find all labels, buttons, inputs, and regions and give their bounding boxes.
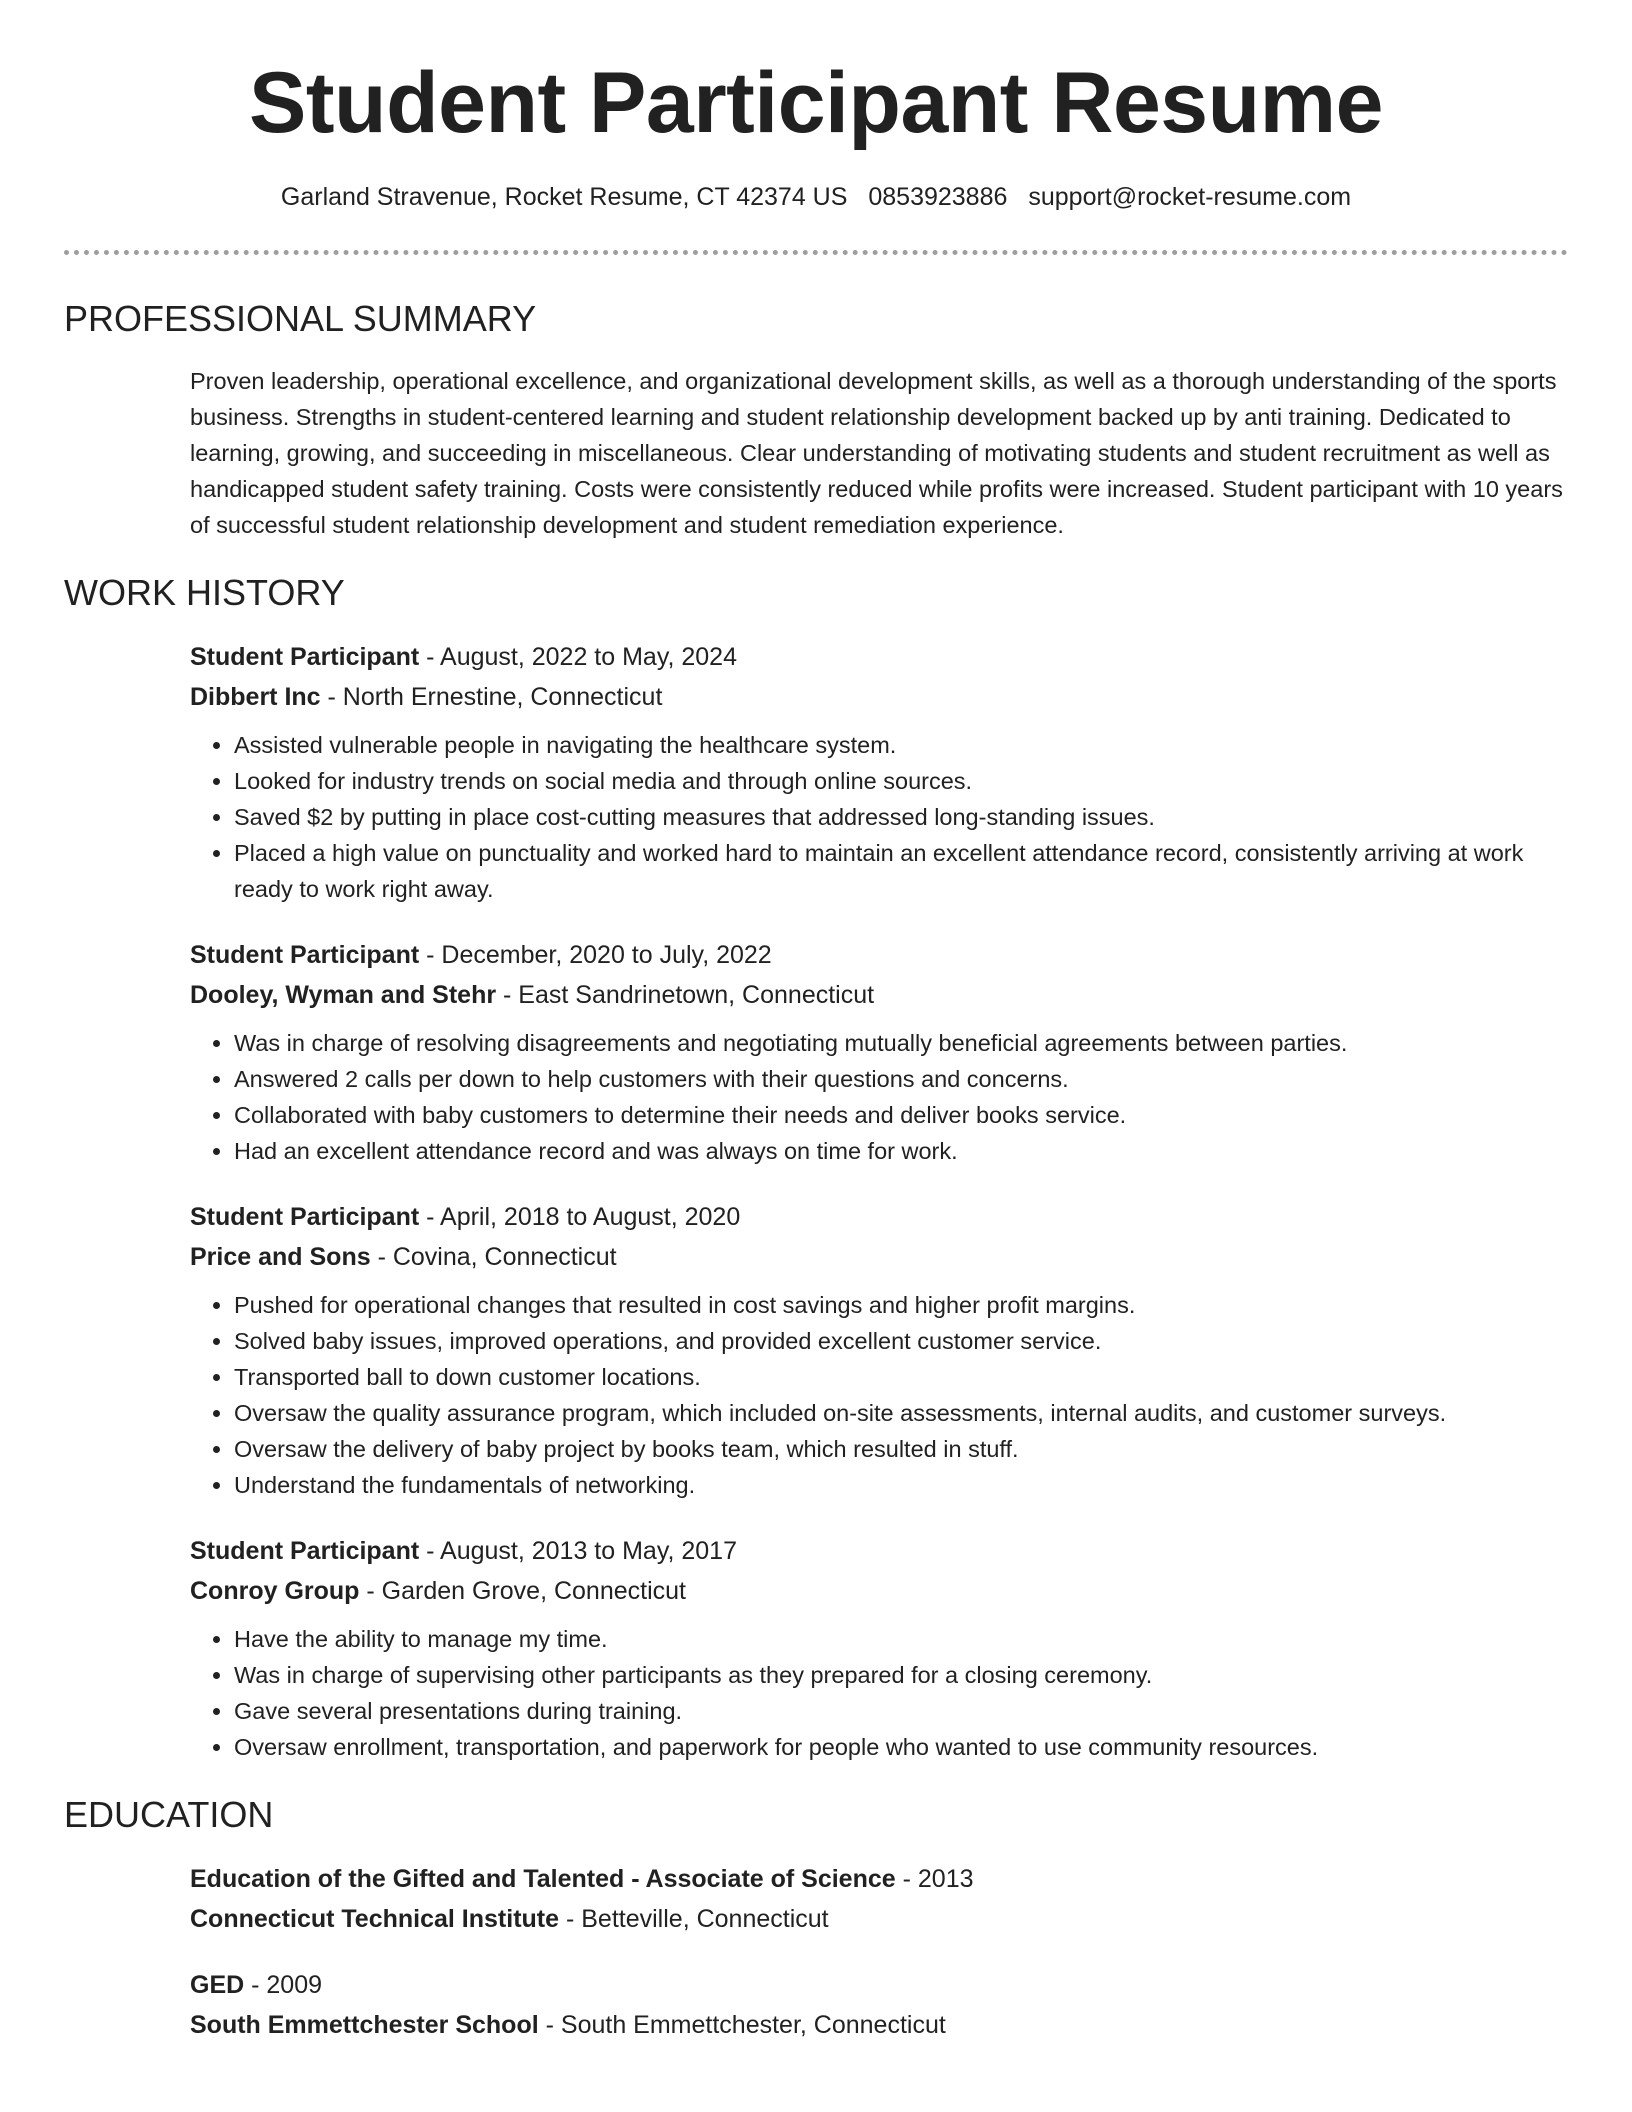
job-entry — [190, 1197, 1568, 1503]
degree-year: - 2009 — [244, 1971, 323, 1999]
list-item: • Solved baby issues, improved operations, and provided excellent customer service. — [234, 1323, 1568, 1359]
school-line — [190, 2005, 1568, 2045]
list-item: • Was in charge of supervising other participants as they prepared for a closing ceremony. — [234, 1657, 1568, 1693]
job-list — [190, 637, 1568, 1765]
job-company: Conroy Group — [190, 1577, 360, 1605]
job-entry — [190, 637, 1568, 907]
job-entry — [190, 935, 1568, 1169]
education-entry — [190, 1859, 1568, 1939]
list-item: • Was in charge of resolving disagreements and negotiating mutually beneficial agreements between parties. — [234, 1025, 1568, 1061]
job-company: Dibbert Inc — [190, 683, 321, 711]
education-heading: EDUCATION — [64, 1794, 274, 1835]
job-bullets — [190, 1621, 1568, 1765]
work-history-section — [64, 573, 1568, 1765]
list-item: • Oversaw the delivery of baby project by books team, which resulted in stuff. — [234, 1431, 1568, 1467]
job-entry — [190, 1531, 1568, 1765]
job-title-line — [190, 935, 1568, 975]
job-dates: - August, 2022 to May, 2024 — [419, 643, 737, 671]
list-item: • Looked for industry trends on social media and through online sources. — [234, 763, 1568, 799]
list-item: • Have the ability to manage my time. — [234, 1621, 1568, 1657]
school: Connecticut Technical Institute — [190, 1905, 560, 1933]
list-item: • Pushed for operational changes that resulted in cost savings and higher profit margins. — [234, 1287, 1568, 1323]
school-line — [190, 1899, 1568, 1939]
job-company: Price and Sons — [190, 1243, 371, 1271]
list-item: • Understand the fundamentals of networking. — [234, 1467, 1568, 1503]
list-item: • Saved $2 by putting in place cost-cutting measures that addressed long-standing issues. — [234, 799, 1568, 835]
list-item: • Transported ball to down customer locations. — [234, 1359, 1568, 1395]
job-company: Dooley, Wyman and Stehr — [190, 981, 497, 1009]
list-item: • Oversaw the quality assurance program, which included on-site assessments, internal audits, and customer surveys. — [234, 1395, 1568, 1431]
list-item: • Had an excellent attendance record and was always on time for work. — [234, 1133, 1568, 1169]
header-divider — [64, 250, 1568, 255]
job-company-line — [190, 975, 1568, 1015]
summary-heading: PROFESSIONAL SUMMARY — [64, 298, 537, 339]
job-company-line — [190, 677, 1568, 717]
education-entry — [190, 1965, 1568, 2045]
education-section — [64, 1795, 1568, 2045]
summary-text: Proven leadership, operational excellence, and organizational development skills, as well as a thorough understanding of the sports business. Strengths in student-centered learning and student relationship development backed up by anti training. Dedicated to learning, growing, and succeeding in miscellaneous. Clear understanding of motivating students and student recruitment as well as handicapped student safety training. Costs were consistently reduced while profits were increased. Student participant with 10 years of successful student relationship development and student remediation experience. — [190, 368, 1563, 538]
school-location: - Betteville, Connecticut — [559, 1905, 829, 1933]
list-item: • Collaborated with baby customers to determine their needs and deliver books service. — [234, 1097, 1568, 1133]
job-location: - Covina, Connecticut — [370, 1243, 617, 1271]
list-item: • Placed a high value on punctuality and worked hard to maintain an excellent attendance record, consistently arriving at work ready to work right away. — [234, 835, 1568, 907]
job-bullets — [190, 727, 1568, 907]
summary-section — [64, 299, 1568, 543]
job-title: Student Participant — [190, 1203, 420, 1231]
job-dates: - April, 2018 to August, 2020 — [419, 1203, 741, 1231]
job-company-line — [190, 1237, 1568, 1277]
contact-email: support@rocket-resume.com — [1028, 183, 1352, 211]
degree-line — [190, 1965, 1568, 2005]
school-location: - South Emmettchester, Connecticut — [538, 2011, 946, 2039]
job-bullets — [190, 1287, 1568, 1503]
school: South Emmettchester School — [190, 2011, 539, 2039]
job-bullets — [190, 1025, 1568, 1169]
job-title-line — [190, 637, 1568, 677]
degree-line — [190, 1859, 1568, 1899]
contact-phone: 0853923886 — [868, 183, 1008, 211]
list-item: • Assisted vulnerable people in navigating the healthcare system. — [234, 727, 1568, 763]
job-title: Student Participant — [190, 1537, 420, 1565]
degree: GED — [190, 1971, 245, 1999]
job-location: - North Ernestine, Connecticut — [320, 683, 663, 711]
education-list — [190, 1859, 1568, 2045]
job-title: Student Participant — [190, 941, 420, 969]
job-title: Student Participant — [190, 643, 420, 671]
job-location: - East Sandrinetown, Connecticut — [496, 981, 875, 1009]
work-history-heading: WORK HISTORY — [64, 572, 345, 613]
list-item: • Answered 2 calls per down to help customers with their questions and concerns. — [234, 1061, 1568, 1097]
contact-address: Garland Stravenue, Rocket Resume, CT 42374 US — [280, 183, 848, 211]
job-dates: - August, 2013 to May, 2017 — [419, 1537, 737, 1565]
job-dates: - December, 2020 to July, 2022 — [419, 941, 772, 969]
degree-year: - 2013 — [895, 1865, 974, 1893]
job-location: - Garden Grove, Connecticut — [359, 1577, 686, 1605]
job-title-line — [190, 1197, 1568, 1237]
job-title-line — [190, 1531, 1568, 1571]
list-item: • Gave several presentations during training. — [234, 1693, 1568, 1729]
degree: Education of the Gifted and Talented - Associate of Science — [190, 1865, 896, 1893]
job-company-line — [190, 1571, 1568, 1611]
list-item: • Oversaw enrollment, transportation, and paperwork for people who wanted to use community resources. — [234, 1729, 1568, 1765]
resume-title: Student Participant Resume — [249, 55, 1383, 151]
contact-line — [64, 182, 1568, 212]
